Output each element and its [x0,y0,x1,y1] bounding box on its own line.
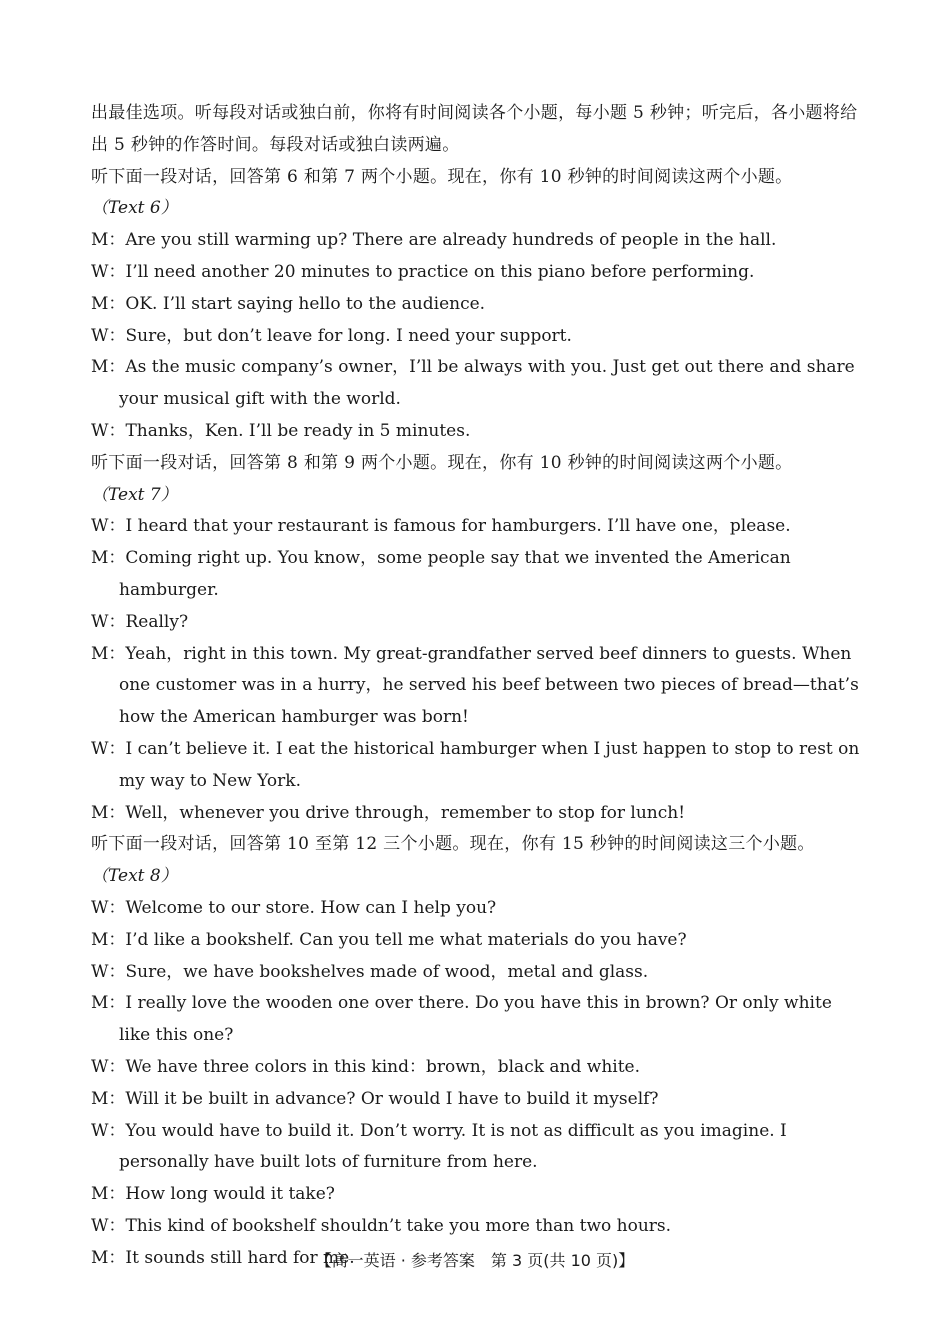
dialogue-turn: M：Coming right up. You know，some people say that we invented the American hamburger. [91,548,791,600]
text-label: （Text 6） [91,198,178,219]
dialogue-turn: W：You would have to build it. Don’t worry. It is not as difficult as you imagine. I personally have built lots of furniture from here. [91,1120,787,1173]
dialogue-turn: M：Yeah，right in this town. My great-grandfather served beef dinners to guests. When one customer was in a hurry，he served his beef between two pieces of bread—that’s how the American hamburger was born! [91,643,859,728]
dialogue-turn: W：Thanks，Ken. I’ll be ready in 5 minutes. [91,420,471,441]
dialogue-turn: W：I can’t believe it. I eat the historical hamburger when I just happen to stop to rest on my way to New York. [91,738,860,791]
dialogue-turn: W：Welcome to our store. How can I help you? [91,897,497,918]
dialogue-turn: M：OK. I’ll start saying hello to the audience. [91,293,486,314]
dialogue-turn: W：I heard that your restaurant is famous for hamburgers. I’ll have one，please. [91,516,791,537]
dialogue-turn: W：I’ll need another 20 minutes to practice on this piano before performing. [91,261,755,282]
intro-paragraph: 出最佳选项。听每段对话或独白前，你将有时间阅读各个小题，每小题 5 秒钟；听完后，各小题将给出 5 秒钟的作答时间。每段对话或独白读两遍。 [91,103,858,155]
dialogue-turn: W：We have three colors in this kind：brown，black and white. [91,1056,641,1077]
document-body [91,98,863,1274]
dialogue-turn: M：As the music company’s owner，I’ll be always with you. Just get out there and share your musical gift with the world. [91,357,855,410]
dialogue-turn: W：This kind of bookshelf shouldn’t take you more than two hours. [91,1215,672,1236]
section-instruction: 听下面一段对话，回答第 8 和第 9 两个小题。现在，你有 10 秒钟的时间阅读这两个小题。 [91,452,793,473]
text-label: （Text 7） [91,484,178,505]
dialogue-turn: M：How long would it take? [91,1184,335,1205]
dialogue-turn: W：Sure，we have bookshelves made of wood，metal and glass. [91,961,649,982]
dialogue-turn: W：Really? [91,611,189,632]
section-instruction: 听下面一段对话，回答第 6 和第 7 两个小题。现在，你有 10 秒钟的时间阅读这两个小题。 [91,166,793,187]
page-footer: 【高一英语 · 参考答案 第 3 页(共 10 页)】 [315,1251,635,1270]
dialogue-turn: M：Will it be built in advance? Or would I have to build it myself? [91,1088,659,1109]
dialogue-turn: M：It sounds still hard for me. [91,1247,355,1268]
dialogue-turn: M：I really love the wooden one over there. Do you have this in brown? Or only white like this one? [91,993,832,1046]
dialogue-turn: W：Sure，but don’t leave for long. I need your support. [91,325,572,346]
dialogue-turn: M：I’d like a bookshelf. Can you tell me what materials do you have? [91,929,687,950]
section-instruction: 听下面一段对话，回答第 10 至第 12 三个小题。现在，你有 15 秒钟的时间阅读这三个小题。 [91,834,815,855]
dialogue-turn: M：Are you still warming up? There are already hundreds of people in the hall. [91,230,777,251]
dialogue-turn: M：Well，whenever you drive through，remember to stop for lunch! [91,802,686,823]
text-label: （Text 8） [91,866,178,887]
